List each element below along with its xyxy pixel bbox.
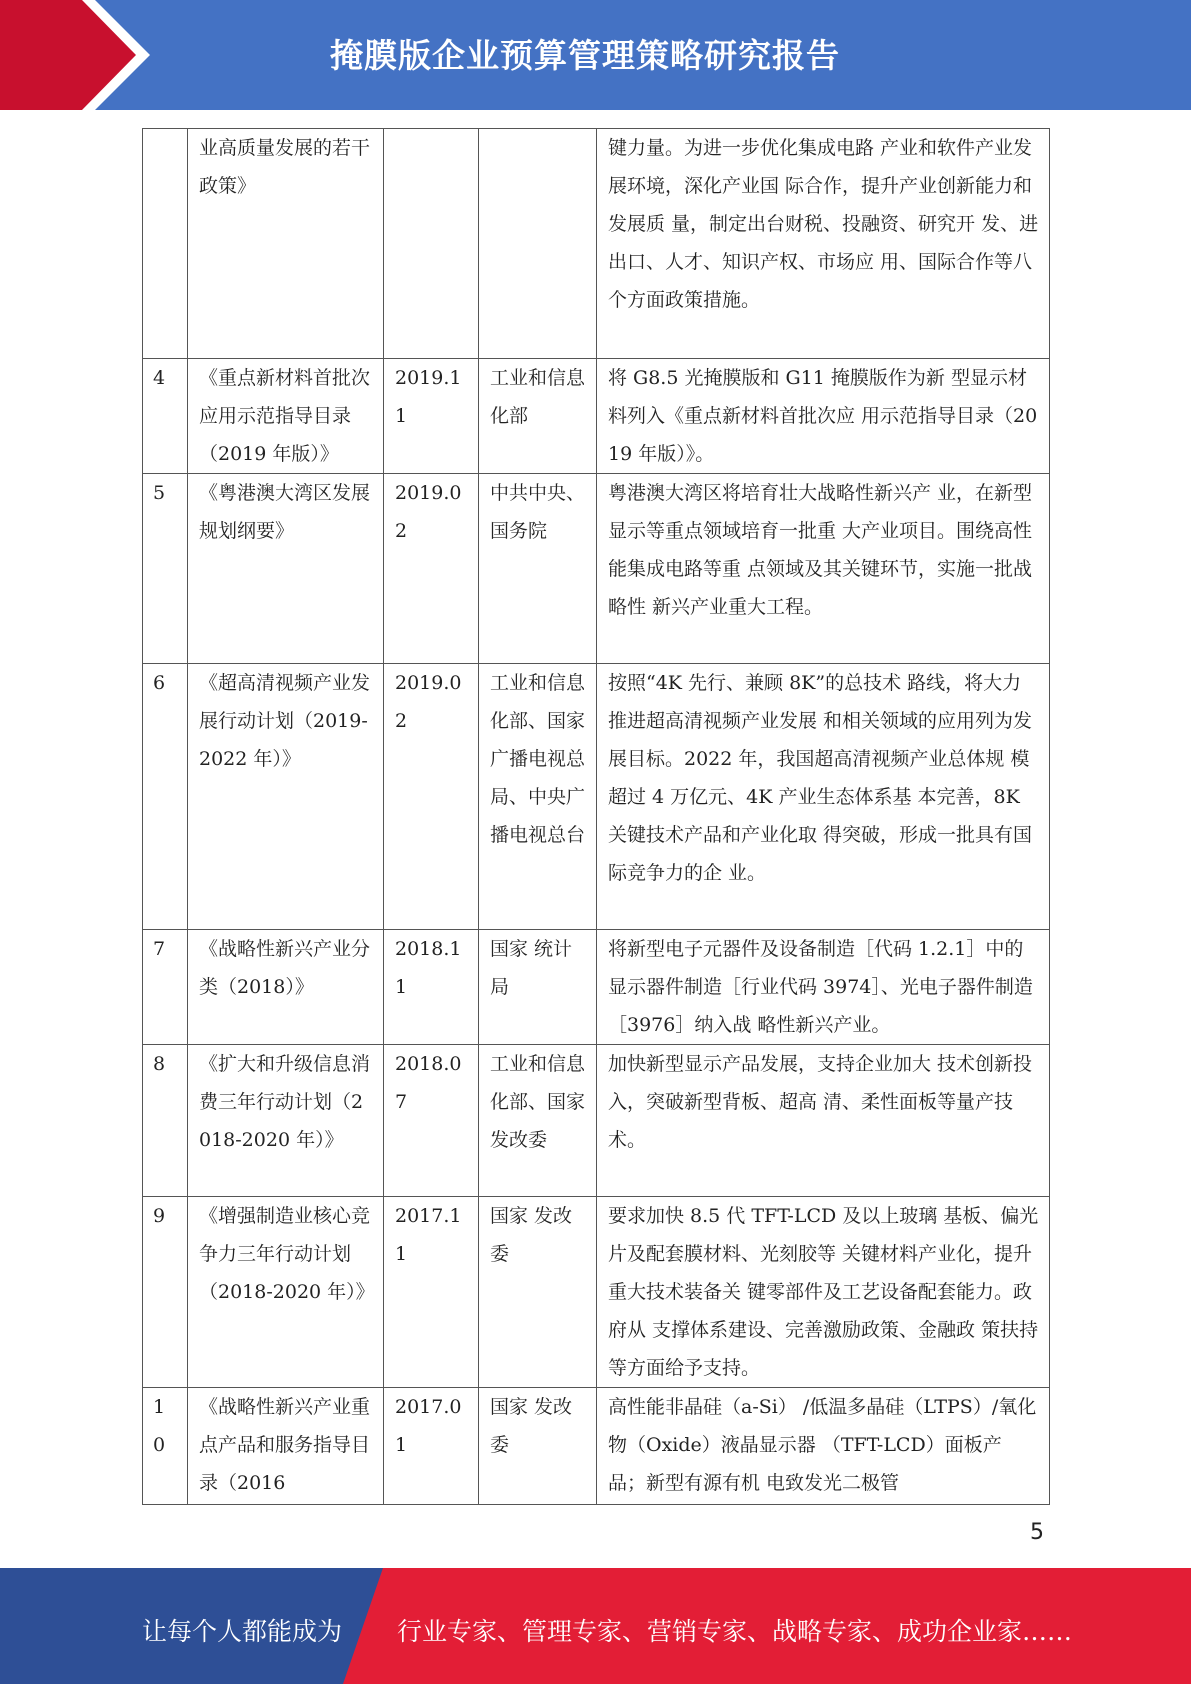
policy-name: 《战略性新兴产业分类（2018）》 <box>188 930 384 1045</box>
policy-name: 《重点新材料首批次应用示范指导目录（2019 年版）》 <box>188 359 384 474</box>
footer-band <box>0 1568 1191 1684</box>
row-number: 4 <box>143 359 188 474</box>
policy-name: 《粤港澳大湾区发展规划纲要》 <box>188 474 384 664</box>
policy-content: 粤港澳大湾区将培育壮大战略性新兴产 业，在新型显示等重点领域培育一批重 大产业项目。围绕高性能集成电路等重 点领域及其关键环节，实施一批战略性 新兴产业重大工程。 <box>597 474 1050 664</box>
table-row <box>143 129 1050 359</box>
issue-date: 2018.11 <box>384 930 479 1045</box>
issue-date: 2019.02 <box>384 664 479 930</box>
header-chevron-icon <box>0 0 160 110</box>
page-number: 5 <box>1030 1520 1044 1545</box>
policy-name: 《增强制造业核心竞争力三年行动计划（2018-2020 年）》 <box>188 1197 384 1388</box>
issue-date: 2019.02 <box>384 474 479 664</box>
table-row <box>143 664 1050 930</box>
policy-content: 要求加快 8.5 代 TFT-LCD 及以上玻璃 基板、偏光片及配套膜材料、光刻胶等 关键材料产业化，提升重大技术装备关 键零部件及工艺设备配套能力。政府从 支撑体系建设、完善激励政策、金融政 策扶持等方面给予支持。 <box>597 1197 1050 1388</box>
issuing-department: 中共中央、国务院 <box>479 474 597 664</box>
issue-date: 2019.11 <box>384 359 479 474</box>
header-band <box>0 0 1191 110</box>
row-number <box>143 129 188 359</box>
issue-date: 2017.01 <box>384 1388 479 1505</box>
policy-name: 《超高清视频产业发展行动计划（2019-2022 年）》 <box>188 664 384 930</box>
row-number: 6 <box>143 664 188 930</box>
issuing-department: 工业和信息化部、国家广播电视总局、中央广播电视总台 <box>479 664 597 930</box>
policy-name: 业高质量发展的若干政策》 <box>188 129 384 359</box>
policy-name: 《扩大和升级信息消费三年行动计划（2018-2020 年）》 <box>188 1045 384 1197</box>
row-number: 7 <box>143 930 188 1045</box>
issuing-department: 工业和信息化部、国家发改委 <box>479 1045 597 1197</box>
row-number: 10 <box>143 1388 188 1505</box>
table-row <box>143 930 1050 1045</box>
issuing-department <box>479 129 597 359</box>
issuing-department: 工业和信息化部 <box>479 359 597 474</box>
policy-content: 按照“4K 先行、兼顾 8K”的总技术 路线，将大力推进超高清视频产业发展 和相关领域的应用列为发展目标。2022 年，我国超高清视频产业总体规 模超过 4 万亿元、4K 产业生态体系基 本完善，8K 关键技术产品和产业化取 得突破，形成一批具有国际竞争力的企 业。 <box>597 664 1050 930</box>
table-row <box>143 1197 1050 1388</box>
policy-content: 键力量。为进一步优化集成电路 产业和软件产业发展环境，深化产业国 际合作，提升产业创新能力和发展质 量，制定出台财税、投融资、研究开 发、进出口、人才、知识产权、市场应 用、国际合作等八个方面政策措施。 <box>597 129 1050 359</box>
issuing-department: 国家 发改委 <box>479 1197 597 1388</box>
policy-name: 《战略性新兴产业重点产品和服务指导目录（2016 <box>188 1388 384 1505</box>
policy-table <box>142 128 1050 1505</box>
table-row <box>143 359 1050 474</box>
table-row <box>143 474 1050 664</box>
row-number: 9 <box>143 1197 188 1388</box>
row-number: 5 <box>143 474 188 664</box>
page-title: 掩膜版企业预算管理策略研究报告 <box>330 36 840 75</box>
issuing-department: 国家 统计局 <box>479 930 597 1045</box>
table-row <box>143 1045 1050 1197</box>
footer-slogan-lead: 让每个人都能成为 <box>142 1617 343 1646</box>
issuing-department: 国家 发改委 <box>479 1388 597 1505</box>
table-row <box>143 1388 1050 1505</box>
policy-content: 将 G8.5 光掩膜版和 G11 掩膜版作为新 型显示材料列入《重点新材料首批次应 用示范指导目录（2019 年版）》。 <box>597 359 1050 474</box>
policy-content: 高性能非晶硅（a-Si） /低温多晶硅（LTPS）/氧化物（Oxide）液晶显示器 （TFT-LCD）面板产品；新型有源有机 电致发光二极管 <box>597 1388 1050 1505</box>
issue-date <box>384 129 479 359</box>
issue-date: 2017.11 <box>384 1197 479 1388</box>
footer-slogan-roles: 行业专家、管理专家、营销专家、战略专家、成功企业家…… <box>397 1617 1073 1646</box>
row-number: 8 <box>143 1045 188 1197</box>
policy-content: 加快新型显示产品发展，支持企业加大 技术创新投入，突破新型背板、超高 清、柔性面板等量产技术。 <box>597 1045 1050 1197</box>
policy-content: 将新型电子元器件及设备制造［代码 1.2.1］中的显示器件制造［行业代码 3974］、光电子器件制造［3976］纳入战 略性新兴产业。 <box>597 930 1050 1045</box>
issue-date: 2018.07 <box>384 1045 479 1197</box>
